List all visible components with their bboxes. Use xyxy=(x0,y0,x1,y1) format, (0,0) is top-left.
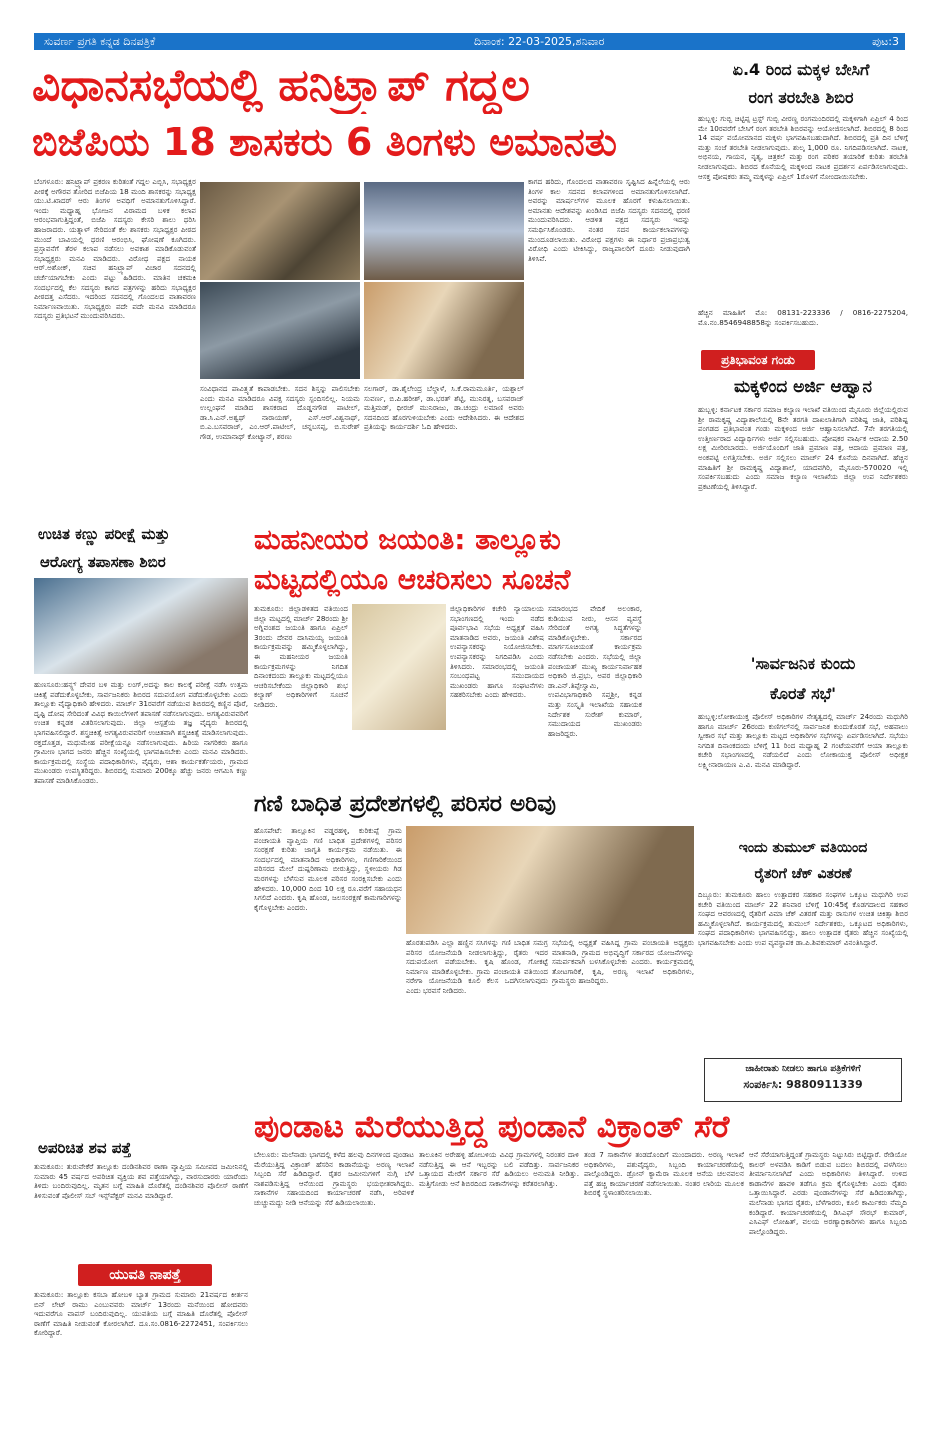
lead-col3: ಸಲಗಾರ್, ಡಾ.ಶೈಲೇಂದ್ರ ಬೆಲ್ದಾಳೆ, ಸಿ.ಕೆ.ರಾಮಮೂರ್ತಿ, ಯಶ್ಪಾಲ್ ಸುವರ್ಣ, ಬಿ.ಪಿ.ಹರೀಶ್, ಡಾ.ಭರತ್ ಶೆಟ್ಟಿ, ಮುನಿರತ್ನ, ಬಸವರಾಜ್ ಮತ್ತಿಮಡ್, ಧೀರಜ್ ಮುನಿರಾಜು, ಡಾ.ಚಂದ್ರು ಲಮಾಣಿ ಅವರು ಸದನದಿಂದ ಹೊರಗುಳಿಯಬೇಕು ಎಂದು ಆದೇಶಿಸಿದರು. ಈ ಆದೇಶದ ಪ್ರತಿಯನ್ನು ಕಾರ್ಯದರ್ಶಿ ಓದಿ ಹೇಳಿದರು. xyxy=(364,384,524,432)
issue-date: ದಿನಾಂಕ: 22-03-2025,ಶನಿವಾರ xyxy=(474,35,605,48)
summer-camp-headline-1: ಏ.4 ರಿಂದ ಮಕ್ಕಳ ಬೇಸಿಗೆ xyxy=(732,60,870,79)
lead-headline-2: ಬಿಜೆಪಿಯ 18 ಶಾಸಕರು 6 ತಿಂಗಳು ಅಮಾನತು xyxy=(32,120,618,164)
assembly-photo-4 xyxy=(364,282,524,379)
meeting-headline-1: 'ಸಾರ್ವಜನಿಕ ಕುಂದು xyxy=(750,654,856,673)
jayanti-col1: ತುಮಕೂರು: ಜಿಲ್ಲಾಡಳಿತದ ವತಿಯಿಂದ ಜಿಲ್ಲಾ ಮಟ್ಟದಲ್ಲಿ ಮಾರ್ಚ್ 28ರಂದು ಶ್ರೀ ಅಗ್ನಿವಂಶದ ಜಯಂತಿ ಹಾಗೂ ಏಪ್ರಿಲ್ 3ರಂದು ದೇವರ ದಾಸಿಮಯ್ಯ ಜಯಂತಿ ಕಾರ್ಯಕ್ರಮವನ್ನು ಹಮ್ಮಿಕೊಳ್ಳಲಾಗಿದ್ದು, ಈ ಮಹನೀಯರ ಜಯಂತಿ ಕಾರ್ಯಕ್ರಮಗಳನ್ನು ನಿಗದಿತ ದಿನಾಂಕದಂದು ತಾಲ್ಲೂಕು ಮಟ್ಟದಲ್ಲಿಯೂ ಆಚರಿಸಬೇಕೆಂದು ಜಿಲ್ಲಾಧಿಕಾರಿ ಶುಭ ಕಲ್ಯಾಣ್ ಅಧಿಕಾರಿಗಳಿಗೆ ಸೂಚನೆ ನೀಡಿದರು. xyxy=(254,604,348,709)
jayanti-col3: ಸಮಾರಂಭದ ವೇದಿಕೆ ಅಲಂಕಾರ, ಕುಡಿಯುವ ನೀರು, ಆಸನ ವ್ಯವಸ್ಥೆ ಸೇರಿದಂತೆ ಅಗತ್ಯ ಸಿದ್ಧತೆಗಳನ್ನು ಮಾಡಿಕೊಳ್ಳಬೇಕು. ಸರ್ಕಾರದ ಮಾರ್ಗಸೂಚಿಯಂತೆ ಕಾರ್ಯಕ್ರಮ ನಡೆಸಬೇಕು ಎಂದರು. ಸಭೆಯಲ್ಲಿ ಜಿಲ್ಲಾ ಪಂಚಾಯತ್ ಮುಖ್ಯ ಕಾರ್ಯನಿರ್ವಾಹಕ ಅಧಿಕಾರಿ ಜಿ.ಪ್ರಭು, ಅಪರ ಜಿಲ್ಲಾಧಿಕಾರಿ ಡಾ.ಎನ್.ತಿಪ್ಪೇಸ್ವಾಮಿ, ಉಪವಿಭಾಗಾಧಿಕಾರಿ ಸಪ್ತಶ್ರೀ, ಕನ್ನಡ ಮತ್ತು ಸಂಸ್ಕೃತಿ ಇಲಾಖೆಯ ಸಹಾಯಕ ನಿರ್ದೇಶಕ ಸುರೇಶ್ ಕುಮಾರ್, ಸಮುದಾಯದ ಮುಖಂಡರು ಹಾಜರಿದ್ದರು. xyxy=(548,604,642,738)
awareness-headline: ಗಣಿ ಬಾಧಿತ ಪ್ರದೇಶಗಳಲ್ಲಿ ಪರಿಸರ ಅರಿವು xyxy=(254,791,557,817)
awareness-photo xyxy=(406,826,694,934)
page-number: ಪುಟ:3 xyxy=(872,35,899,48)
lead-col1: ಬೆಂಗಳೂರು: ಹನಿಟ್ರ್ಯಾಪ್ ಪ್ರಕರಣ ಕುರಿತಂತೆ ಗದ್ದಲ ಎಬ್ಬಿಸಿ, ಸಭಾಧ್ಯಕ್ಷರ ಪೀಠಕ್ಕೆ ಅಗೌರವ ತೋರಿದ ಬಿಜೆಪಿಯ 18 ಮಂದಿ ಶಾಸಕರನ್ನು ಸಭಾಧ್ಯಕ್ಷ ಯು.ಟಿ.ಖಾದರ್ ಆರು ತಿಂಗಳ ಅವಧಿಗೆ ಅಮಾನತುಗೊಳಿಸಿದ್ದಾರೆ. ಇಂದು ಮಧ್ಯಾಹ್ನ ಭೋಜನ ವಿರಾಮದ ಬಳಿಕ ಕಲಾಪ ಆರಂಭವಾಗುತ್ತಿದ್ದಂತೆ, ಬಿಜೆಪಿ ಸದಸ್ಯರು ಕೇಸರಿ ಶಾಲು ಧರಿಸಿ ಹಾಜರಾದರು. ಯತ್ನಾಳ್ ಸೇರಿದಂತೆ ಕೆಲ ಶಾಸಕರು ಸಭಾಧ್ಯಕ್ಷರ ಪೀಠದ ಮುಂದೆ ಬಾವಿಯಲ್ಲಿ ಧರಣಿ ಆರಂಭಿಸಿ, ಘೋಷಣೆ ಕೂಗಿದರು. ಪ್ರಸ್ತಾವನೆಗೆ ತೆರಳ ಕಲಾಪ ನಡೆಸಲು ಅವಕಾಶ ಮಾಡಿಕೊಡುವಂತೆ ಸಭಾಧ್ಯಕ್ಷರು ಮನವಿ ಮಾಡಿದರು. ವಿರೋಧ ಪಕ್ಷದ ನಾಯಕ ಆರ್.ಅಶೋಕ್, ಸಚಿವ ಹನಿಟ್ರ್ಯಾಪ್ ವಿಚಾರ ಸದನದಲ್ಲಿ ಚರ್ಚೆಯಾಗಬೇಕು ಎಂದು ಪಟ್ಟು ಹಿಡಿದರು. ಮಾತಿನ ಚಕಮಕಿ ಸಂದರ್ಭದಲ್ಲಿ ಕೆಲ ಸದಸ್ಯರು ಕಾಗದ ಪತ್ರಗಳನ್ನು ಹರಿದು ಸಭಾಧ್ಯಕ್ಷರ ಪೀಠದತ್ತ ಎಸೆದರು. ಇದರಿಂದ ಸದನದಲ್ಲಿ ಗೊಂದಲದ ವಾತಾವರಣ ನಿರ್ಮಾಣವಾಯಿತು. ಸಭಾಧ್ಯಕ್ಷರು ಪದೇ ಪದೇ ಮನವಿ ಮಾಡಿದರೂ ಸದಸ್ಯರು ಪ್ರತಿಭಟನೆ ಮುಂದುವರಿಸಿದರು. xyxy=(34,177,196,321)
unknown-body-headline: ಅಪರಿಚಿತ ಶವ ಪತ್ತೆ xyxy=(38,1139,132,1157)
paper-name: ಸುವರ್ಣ ಪ್ರಗತಿ ಕನ್ನಡ ದಿನಪತ್ರಿಕೆ xyxy=(44,35,156,48)
assembly-photo-1 xyxy=(200,182,360,280)
contact-value: 08131-223336 / 0816-2275204, ಮೊ.ನಂ.8546948858ನ್ನು ಸಂಪರ್ಕಿಸಬಹುದು. xyxy=(698,308,908,327)
elephant-col4: ಆನೆ ಸೆರೆಯಾಗುತ್ತಿದ್ದಂತೆ ಗ್ರಾಮಸ್ಥರು ನಿಟ್ಟುಸಿರು ಬಿಟ್ಟಿದ್ದಾರೆ. ರೇಡಿಯೋ ಕಾಲರ್ ಅಳವಡಿಸಿ ಕಾಡಿಗೆ ಬಿಡುವ ಬದಲು ಶಿಬಿರದಲ್ಲಿ ಪಳಗಿಸಲು ತೀರ್ಮಾನಿಸಲಾಗಿದೆ ಎಂದು ಅಧಿಕಾರಿಗಳು ತಿಳಿಸಿದ್ದಾರೆ. ಉಳಿದ ಕಾಡಾನೆಗಳ ಹಾವಳಿ ತಡೆಗೂ ಕ್ರಮ ಕೈಗೊಳ್ಳಬೇಕು ಎಂದು ರೈತರು ಒತ್ತಾಯಿಸಿದ್ದಾರೆ. ಎರಡು ಪುಂಡಾನೆಗಳನ್ನು ಸೆರೆ ಹಿಡಿದಂತಾಗಿದ್ದು, ಮಲೆನಾಡು ಭಾಗದ ರೈತರು, ಬೆಳೆಗಾರರು, ಕೂಲಿ ಕಾರ್ಮಿಕರು ನೆಮ್ಮದಿ ಕಂಡಿದ್ದಾರೆ. ಕಾರ್ಯಾಚರಣೆಯಲ್ಲಿ ಡಿಸಿಎಫ್ ಸೌರಭ್ ಕುಮಾರ್, ಎಸಿಎಫ್ ಲೋಹಿತ್, ವಲಯ ಅರಣ್ಯಾಧಿಕಾರಿಗಳು ಹಾಗೂ ಸಿಬ್ಬಂದಿ ಪಾಲ್ಗೊಂಡಿದ್ದರು. xyxy=(749,1150,907,1236)
jayanti-headline-1: ಮಹನೀಯರ ಜಯಂತಿ: ತಾಲ್ಲೂಕು xyxy=(254,523,561,556)
awards-body: ಹುಬ್ಬಳ್ಳಿ: ಕರ್ನಾಟಕ ಸರ್ಕಾರ ಸಮಾಜ ಕಲ್ಯಾಣ ಇಲಾಖೆ ವತಿಯಿಂದ ಮೈಸೂರು ಜಿಲ್ಲೆಯಲ್ಲಿರುವ ಶ್ರೀ ರಾಮಕೃಷ್ಣ ವಿದ್ಯಾಶಾಲೆಯಲ್ಲಿ 8ನೇ ತರಗತಿ ದಾಖಲಾತಿಗಾಗಿ ಪರಿಶಿಷ್ಟ ಜಾತಿ, ಪರಿಶಿಷ್ಟ ಪಂಗಡದ ಪ್ರತಿಭಾವಂತ ಗಂಡು ಮಕ್ಕಳಿಂದ ಅರ್ಜಿ ಆಹ್ವಾನಿಸಲಾಗಿದೆ. 7ನೇ ತರಗತಿಯಲ್ಲಿ ಉತ್ತೀರ್ಣರಾದ ವಿದ್ಯಾರ್ಥಿಗಳು ಅರ್ಜಿ ಸಲ್ಲಿಸಬಹುದು. ಪೋಷಕರ ವಾರ್ಷಿಕ ಆದಾಯ 2.50 ಲಕ್ಷ ಮೀರಿರಬಾರದು. ಅರ್ಜಿಯೊಂದಿಗೆ ಜಾತಿ ಪ್ರಮಾಣ ಪತ್ರ, ಆದಾಯ ಪ್ರಮಾಣ ಪತ್ರ, ಅಂಕಪಟ್ಟಿ ಲಗತ್ತಿಸಬೇಕು. ಅರ್ಜಿ ಸಲ್ಲಿಸಲು ಮಾರ್ಚ್ 24 ಕೊನೆಯ ದಿನವಾಗಿದೆ. ಹೆಚ್ಚಿನ ಮಾಹಿತಿಗೆ ಶ್ರೀ ರಾಮಕೃಷ್ಣ ವಿದ್ಯಾಶಾಲೆ, ಯಾದವಗಿರಿ, ಮೈಸೂರು-570020 ಇಲ್ಲಿ ಸಂಪರ್ಕಿಸಬಹುದು ಎಂದು ಸಮಾಜ ಕಲ್ಯಾಣ ಇಲಾಖೆಯ ಜಿಲ್ಲಾ ಉಪ ನಿರ್ದೇಶಕರು ಪ್ರಕಟಣೆಯಲ್ಲಿ ತಿಳಿಸಿದ್ದಾರೆ. xyxy=(698,405,908,491)
cheque-headline-2: ರೈತರಿಗೆ ಚೆಕ್ ವಿತರಣೆ xyxy=(754,866,852,882)
elephant-col5 xyxy=(749,1380,907,1381)
ad-contact xyxy=(705,1078,901,1092)
cheque-body: ದಿಬ್ಬೂರು: ತುಮಕೂರು ಹಾಲು ಉತ್ಪಾದಕರ ಸಹಕಾರ ಸಂಘಗಳ ಒಕ್ಕೂಟ ಮಧುಗಿರಿ ಉಪ ಕಚೇರಿ ವತಿಯಿಂದ ಮಾರ್ಚ್ 22 ಶನಿವಾರ ಬೆಳಿಗ್ಗೆ 10:45ಕ್ಕೆ ಕೊಡಗದಾಲದ ಸಹಕಾರ ಸಂಘದ ಆವರಣದಲ್ಲಿ ರೈತರಿಗೆ ವಿಮಾ ಚೆಕ್ ವಿತರಣೆ ಮತ್ತು ರಾಸುಗಳ ಉಚಿತ ಚಿಕಿತ್ಸಾ ಶಿಬಿರ ಹಮ್ಮಿಕೊಳ್ಳಲಾಗಿದೆ. ಕಾರ್ಯಕ್ರಮದಲ್ಲಿ ತುಮುಲ್ ನಿರ್ದೇಶಕರು, ಒಕ್ಕೂಟದ ಅಧಿಕಾರಿಗಳು, ಸಂಘದ ಪದಾಧಿಕಾರಿಗಳು ಭಾಗವಹಿಸಲಿದ್ದು, ಹಾಲು ಉತ್ಪಾದಕ ರೈತರು ಹೆಚ್ಚಿನ ಸಂಖ್ಯೆಯಲ್ಲಿ ಭಾಗವಹಿಸಬೇಕು ಎಂದು ಉಪ ವ್ಯವಸ್ಥಾಪಕ ಡಾ.ಪಿ.ಶಿವಕುಮಾರ್ ವಿನಂತಿಸಿದ್ದಾರೆ. xyxy=(698,890,908,947)
elephant-col3: ತಂಡ 7 ಸಾಕಾನೆಗಳ ತಂಡದೊಂದಿಗೆ ಮುಂದಾದರು. ಅರಣ್ಯ ಇಲಾಖೆ ಅಧಿಕಾರಿಗಳು, ಪಶುವೈದ್ಯರು, ಸಿಬ್ಬಂದಿ ಕಾರ್ಯಾಚರಣೆಯಲ್ಲಿ ಪಾಲ್ಗೊಂಡಿದ್ದರು. ಡ್ರೋನ್ ಕ್ಯಾಮೆರಾ ಮೂಲಕ ಆನೆಯ ಚಲನವಲನ ಪತ್ತೆ ಹಚ್ಚಿ ಕಾರ್ಯಾಚರಣೆ ನಡೆಸಲಾಯಿತು. ನಂತರ ಲಾರಿಯ ಮೂಲಕ ಶಿಬಿರಕ್ಕೆ ಸ್ಥಳಾಂತರಿಸಲಾಯಿತು. xyxy=(584,1150,744,1198)
meeting-body: ಹುಬ್ಬಳ್ಳಿ:ಲೋಕಾಯುಕ್ತ ಪೊಲೀಸ್ ಅಧಿಕಾರಿಗಳ ನೇತೃತ್ವದಲ್ಲಿ ಮಾರ್ಚ್ 24ರಂದು ಮಧುಗಿರಿ ಹಾಗೂ ಮಾರ್ಚ್ 26ರಂದು ಕುಣಿಗಲ್‌ನಲ್ಲಿ ಸಾರ್ವಜನಿಕ ಕುಂದುಕೊರತೆ ಸಭೆ, ಅಹವಾಲು ಸ್ವೀಕಾರ ಸಭೆ ಮತ್ತು ತಾಲ್ಲೂಕು ಮಟ್ಟದ ಅಧಿಕಾರಿಗಳ ಸಭೆಗಳನ್ನು ಏರ್ಪಡಿಸಲಾಗಿದೆ. ಸಭೆಯು ನಿಗದಿತ ದಿನಾಂಕದಂದು ಬೆಳಿಗ್ಗೆ 11 ರಿಂದ ಮಧ್ಯಾಹ್ನ 2 ಗಂಟೆಯವರೆಗೆ ಆಯಾ ತಾಲ್ಲೂಕು ಕಚೇರಿ ಸಭಾಂಗಣದಲ್ಲಿ ನಡೆಯಲಿದೆ ಎಂದು ಲೋಕಾಯುಕ್ತ ಪೊಲೀಸ್ ಅಧೀಕ್ಷಕ ಲಕ್ಷ್ಮೀನಾರಾಯಣ ಎ.ವಿ. ಮನವಿ ಮಾಡಿದ್ದಾರೆ. xyxy=(698,712,908,769)
awards-tag: ಪ್ರತಿಭಾವಂತ ಗಂಡು xyxy=(701,350,815,370)
ad-line1: ಜಾಹೀರಾತು ನೀಡಲು ಹಾಗೂ ಪತ್ರಿಕೆಗಳಿಗೆ xyxy=(745,1064,861,1074)
jayanti-headline-2: ಮಟ್ಟದಲ್ಲಿಯೂ ಆಚರಿಸಲು ಸೂಚನೆ xyxy=(254,563,571,596)
collector-photo xyxy=(352,604,446,730)
eye-camp-headline-1: ಉಚಿತ ಕಣ್ಣು ಪರೀಕ್ಷೆ ಮತ್ತು xyxy=(38,525,170,543)
advertise-box xyxy=(704,1058,902,1102)
masthead-bar xyxy=(34,33,905,50)
cheque-headline-1: ಇಂದು ತುಮುಲ್ ವತಿಯಿಂದ xyxy=(738,840,868,856)
summer-camp-headline-2: ರಂಗ ತರಬೇತಿ ಶಿಬಿರ xyxy=(748,88,854,107)
awareness-col1: ಹೊಸಪೇಟೆ: ತಾಲ್ಲೂಕಿನ ವಡ್ಡರಹಳ್ಳಿ, ಕುರಿಕುಪ್ಪೆ ಗ್ರಾಮ ಪಂಚಾಯತಿ ವ್ಯಾಪ್ತಿಯ ಗಣಿ ಬಾಧಿತ ಪ್ರದೇಶಗಳಲ್ಲಿ ಪರಿಸರ ಸಂರಕ್ಷಣೆ ಕುರಿತು ಜಾಗೃತಿ ಕಾರ್ಯಕ್ರಮ ನಡೆಯಿತು. ಈ ಸಂದರ್ಭದಲ್ಲಿ ಮಾತನಾಡಿದ ಅಧಿಕಾರಿಗಳು, ಗಣಿಗಾರಿಕೆಯಿಂದ ಪರಿಸರದ ಮೇಲೆ ದುಷ್ಪರಿಣಾಮ ಬೀರುತ್ತಿದ್ದು, ಸ್ಥಳೀಯರು ಗಿಡ ಮರಗಳನ್ನು ಬೆಳೆಸುವ ಮೂಲಕ ಪರಿಸರ ಸಂರಕ್ಷಿಸಬೇಕು ಎಂದು ಹೇಳಿದರು. 10,000 ದಿಂದ 10 ಲಕ್ಷ ರೂ.ವರೆಗೆ ಸಹಾಯಧನ ಸಿಗಲಿದೆ ಎಂದರು. ಕೃಷಿ ಹೊಂಡ, ಜಲಸಂರಕ್ಷಣೆ ಕಾಮಗಾರಿಗಳನ್ನು ಕೈಗೊಳ್ಳಬೇಕು ಎಂದರು. xyxy=(254,826,402,912)
contact-label: ಹೆಚ್ಚಿನ ಮಾಹಿತಿಗೆ ಮೊ: xyxy=(698,308,768,317)
unknown-body-text: ತುಮಕೂರು: ತುರುವೇಕೆರೆ ತಾಲ್ಲೂಕು ದಂಡಿನಶಿವರ ಠಾಣಾ ವ್ಯಾಪ್ತಿಯ ಸಮೀಪದ ಜಮೀನಿನಲ್ಲಿ ಸುಮಾರು 45 ವರ್ಷದ ಅಪರಿಚಿತ ವ್ಯಕ್ತಿಯ ಶವ ಪತ್ತೆಯಾಗಿದ್ದು, ವಾರಸುದಾರರು ಯಾರೆಂದು ತಿಳಿದು ಬಂದಿರುವುದಿಲ್ಲ. ಮೃತನ ಬಗ್ಗೆ ಮಾಹಿತಿ ದೊರೆತಲ್ಲಿ ದಂಡಿನಶಿವರ ಪೊಲೀಸ್ ಠಾಣೆಗೆ ತಿಳಿಸುವಂತೆ ಪೊಲೀಸ್ ಸಬ್ ಇನ್ಸ್‌ಪೆಕ್ಟರ್ ಮನವಿ ಮಾಡಿದ್ದಾರೆ. xyxy=(34,1162,248,1200)
lead-headline-1: ವಿಧಾನಸಭೆಯಲ್ಲಿ ಹನಿಟ್ರ್ಯಾಪ್ ಗದ್ದಲ xyxy=(32,60,530,111)
ad-phone: 9880911339 xyxy=(786,1078,863,1091)
assembly-photo-2 xyxy=(364,182,524,280)
jayanti-col2: ಜಿಲ್ಲಾಧಿಕಾರಿಗಳ ಕಚೇರಿ ನ್ಯಾಯಾಲಯ ಸಭಾಂಗಣದಲ್ಲಿ ಇಂದು ನಡೆದ ಪೂರ್ವಭಾವಿ ಸಭೆಯ ಅಧ್ಯಕ್ಷತೆ ವಹಿಸಿ ಮಾತನಾಡಿದ ಅವರು, ಜಯಂತಿ ವಿಶೇಷ ಉಪನ್ಯಾಸಕರನ್ನು ನಿಯೋಜಿಸಬೇಕು. ಉಪನ್ಯಾಸಕರನ್ನು ನಿಗದಿಪಡಿಸಿ ಎಂದು ತಿಳಿಸಿದರು. ಸಮಾರಂಭದಲ್ಲಿ ಜಯಂತಿ ಸಂಬಂಧಪಟ್ಟ ಸಮುದಾಯದ ಮುಖಂಡರು ಹಾಗೂ ಸಂಘಟನೆಗಳು ಸಹಕರಿಸಬೇಕು ಎಂದು ಹೇಳಿದರು. xyxy=(450,604,544,700)
assembly-photo-3 xyxy=(200,282,360,379)
ad-label: ಸಂಪರ್ಕಿಸಿ: xyxy=(743,1078,783,1091)
missing-headline: ಯುವತಿ ನಾಪತ್ತೆ xyxy=(78,1264,212,1286)
elephant-col5-text: ಎರಡು ಪುಂಡಾನೆಗಳನ್ನು ಸೆರೆ ಹಿಡಿದಂತಾಗಿದ್ದು, ಮಲೆನಾಡು ಭಾಗದ ರೈತರು, ಬೆಳೆಗಾರರು, ಕೂಲಿ ಕಾರ್ಮಿಕರು ನೆಮ್ಮದಿ ಕಂಡಿದ್ದಾರೆ. ಕಾರ್ಯಾಚರಣೆಯಲ್ಲಿ ಡಿಸಿಎಫ್ ಸೌರಭ್ ಕುಮಾರ್, ಎಸಿಎಫ್ ಲೋಹಿತ್, ವಲಯ ಅರಣ್ಯಾಧಿಕಾರಿಗಳು ಹಾಗೂ ಸಿಬ್ಬಂದಿ ಪಾಲ್ಗೊಂಡಿದ್ದರು. xyxy=(749,1188,907,1236)
awareness-col3: ಸಭೆಯಲ್ಲಿ ಅಧ್ಯಕ್ಷತೆ ವಹಿಸಿದ್ದ ಗ್ರಾಮ ಪಂಚಾಯತಿ ಅಧ್ಯಕ್ಷರು ಮಾತನಾಡಿ, ಗ್ರಾಮದ ಅಭಿವೃದ್ಧಿಗೆ ಸರ್ಕಾರದ ಯೋಜನೆಗಳನ್ನು ಸಮರ್ಪಕವಾಗಿ ಬಳಸಿಕೊಳ್ಳಬೇಕು ಎಂದರು. ಕಾರ್ಯಕ್ರಮದಲ್ಲಿ ತೋಟಗಾರಿಕೆ, ಕೃಷಿ, ಅರಣ್ಯ ಇಲಾಖೆ ಅಧಿಕಾರಿಗಳು, ಗ್ರಾಮಸ್ಥರು ಹಾಜರಿದ್ದರು. xyxy=(552,938,694,986)
eye-camp-headline-2: ಆರೋಗ್ಯ ತಪಾಸಣಾ ಶಿಬಿರ xyxy=(40,553,166,571)
awards-headline: ಮಕ್ಕಳಿಂದ ಅರ್ಜಿ ಆಹ್ವಾನ xyxy=(734,377,872,397)
elephant-col1: ಬೇಲೂರು: ಮಲೆನಾಡು ಭಾಗದಲ್ಲಿ ಕಳೆದ ಹಲವು ದಿನಗಳಿಂದ ಪುಂಡಾಟ ಮೆರೆಯುತ್ತಿದ್ದ ವಿಕ್ರಾಂತ್ ಹೆಸರಿನ ಕಾಡಾನೆಯನ್ನು ಅರಣ್ಯ ಇಲಾಖೆ ಸಿಬ್ಬಂದಿ ಸೆರೆ ಹಿಡಿದಿದ್ದಾರೆ. ರೈತರ ಜಮೀನುಗಳಿಗೆ ನುಗ್ಗಿ ಬೆಳೆ ನಾಶಪಡಿಸುತ್ತಿದ್ದ ಆನೆಯಿಂದ ಗ್ರಾಮಸ್ಥರು ಭಯಭೀತರಾಗಿದ್ದರು. ಸಾಕಾನೆಗಳ ಸಹಾಯದಿಂದ ಕಾರ್ಯಾಚರಣೆ ನಡೆಸಿ, ಅರಿವಳಿಕೆ ಚುಚ್ಚುಮದ್ದು ನೀಡಿ ಆನೆಯನ್ನು ಸೆರೆ ಹಿಡಿಯಲಾಯಿತು. xyxy=(254,1150,414,1207)
lead-col4: ಕಾಗದ ಹರಿದು, ಗೊಂದಲದ ವಾತಾವರಣ ಸೃಷ್ಟಿಸಿದ ಹಿನ್ನೆಲೆಯಲ್ಲಿ ಆರು ತಿಂಗಳ ಕಾಲ ಸದನದ ಕಲಾಪಗಳಿಂದ ಅಮಾನತುಗೊಳಿಸಲಾಗಿದೆ. ಅವರನ್ನು ಮಾರ್ಷಲ್‌ಗಳ ಮೂಲಕ ಹೊರಗೆ ಕಳುಹಿಸಲಾಯಿತು. ಅಮಾನತು ಆದೇಶವನ್ನು ಖಂಡಿಸಿದ ಬಿಜೆಪಿ ಸದಸ್ಯರು ಸದನದಲ್ಲಿ ಧರಣಿ ಮುಂದುವರಿಸಿದರು. ಆಡಳಿತ ಪಕ್ಷದ ಸದಸ್ಯರು ಇದನ್ನು ಸಮರ್ಥಿಸಿಕೊಂಡರು. ನಂತರ ಸದನ ಕಾರ್ಯಕಲಾಪಗಳನ್ನು ಮುಂದೂಡಲಾಯಿತು. ವಿರೋಧ ಪಕ್ಷಗಳು ಈ ನಿರ್ಧಾರ ಪ್ರಜಾಪ್ರಭುತ್ವ ವಿರೋಧಿ ಎಂದು ಟೀಕಿಸಿದ್ದು, ರಾಜ್ಯಪಾಲರಿಗೆ ದೂರು ನೀಡುವುದಾಗಿ ತಿಳಿಸಿವೆ. xyxy=(528,177,690,263)
summer-camp-contact xyxy=(698,308,908,344)
meeting-headline-2: ಕೊರತೆ ಸಭೆ' xyxy=(769,684,837,703)
missing-body: ತುಮಕೂರು: ತಾಲ್ಲೂಕು ಕಸಬಾ ಹೋಬಳಿ ಬ್ಯಾತ ಗ್ರಾಮದ ಸುಮಾರು 21ವರ್ಷದ ಕೀರ್ತನ ಬಿನ್ ಲೇಟ್ ರಾಮು ಎಂಬುವವರು ಮಾರ್ಚ್ 13ರಂದು ಮನೆಯಿಂದ ಹೋದವರು ಇದುವರೆಗೂ ವಾಪಸ್ ಬಂದಿರುವುದಿಲ್ಲ. ಯುವತಿಯ ಬಗ್ಗೆ ಮಾಹಿತಿ ದೊರೆತಲ್ಲಿ ಪೊಲೀಸ್ ಠಾಣೆಗೆ ಮಾಹಿತಿ ನೀಡುವಂತೆ ಕೋರಲಾಗಿದೆ. ದೂ.ಸಂ.0816-2272451, ಸಂಪರ್ಕಿಸಲು ಕೋರಿದ್ದಾರೆ. xyxy=(34,1290,248,1338)
elephant-col2: ತಾಲೂಕಿನ ಅರೇಹಳ್ಳಿ ಹೋಬಳಿಯ ವಿವಿಧ ಗ್ರಾಮಗಳಲ್ಲಿ ನಿರಂತರ ದಾಳಿ ನಡೆಸುತ್ತಿದ್ದ ಈ ಆನೆ ಇಬ್ಬರನ್ನು ಬಲಿ ಪಡೆದಿತ್ತು. ಸಾರ್ವಜನಿಕರ ಒತ್ತಾಯದ ಮೇರೆಗೆ ಸರ್ಕಾರ ಸೆರೆ ಹಿಡಿಯಲು ಅನುಮತಿ ನೀಡಿತ್ತು. ಮತ್ತಿಗೋಡು ಆನೆ ಶಿಬಿರದಿಂದ ಸಾಕಾನೆಗಳನ್ನು ಕರೆತರಲಾಗಿತ್ತು. xyxy=(419,1150,579,1188)
jayanti-col1b xyxy=(352,734,446,780)
lead-col2: ಸಂವಿಧಾನದ ಪಾವಿತ್ರ್ಯತೆ ಕಾಪಾಡಬೇಕು. ಸದನ ಶಿಸ್ತನ್ನು ಪಾಲಿಸಬೇಕು ಎಂದು ಮನವಿ ಮಾಡಿದರೂ ವಿಪಕ್ಷ ಸದಸ್ಯರು ಸ್ಪಂದಿಸಲಿಲ್ಲ. ನಿಯಮ ಉಲ್ಲಂಘನೆ ಮಾಡಿದ ಶಾಸಕರಾದ ದೊಡ್ಡನಗೌಡ ಪಾಟೀಲ್, ಡಾ.ಸಿ.ಎನ್.ಅಶ್ವಥ್ ನಾರಾಯಣ್, ಎಸ್.ಆರ್.ವಿಶ್ವನಾಥ್, ಬಿ.ಎ.ಬಸವರಾಜ್, ಎಂ.ಆರ್.ಪಾಟೀಲ್, ಚನ್ನಬಸಪ್ಪ, ಬಿ.ಸುರೇಶ್ ಗೌಡ, ಉಮಾನಾಥ್ ಕೋಟ್ಯಾನ್, ಶರಣು xyxy=(200,384,360,441)
summer-camp-body: ಹುಬ್ಬಳ್ಳಿ: ಗುಬ್ಬಿ ಚಿಟ್ಟಿಪ್ಪ ಟ್ರಸ್ಟ್ ಗುಬ್ಬಿ ವೀರಣ್ಣ ರಂಗಮಂದಿರದಲ್ಲಿ ಮಕ್ಕಳಿಗಾಗಿ ಏಪ್ರಿಲ್ 4 ರಿಂದ ಮೇ 10ರವರೆಗೆ ಬೇಸಿಗೆ ರಂಗ ತರಬೇತಿ ಶಿಬಿರವನ್ನು ಆಯೋಜಿಸಲಾಗಿದೆ. ಶಿಬಿರದಲ್ಲಿ 8 ರಿಂದ 14 ವರ್ಷ ವಯೋಮಾನದ ಮಕ್ಕಳು ಭಾಗವಹಿಸಬಹುದಾಗಿದೆ. ಶಿಬಿರದಲ್ಲಿ ಪ್ರತಿ ದಿನ ಬೆಳಿಗ್ಗೆ ಮತ್ತು ಸಂಜೆ ತರಬೇತಿ ನೀಡಲಾಗುವುದು. ಶುಲ್ಕ 1,000 ರೂ. ನಿಗದಿಪಡಿಸಲಾಗಿದೆ. ನಾಟಕ, ಅಭಿನಯ, ಗಾಯನ, ನೃತ್ಯ, ಚಿತ್ರಕಲೆ ಮತ್ತು ರಂಗ ಪರಿಕರ ತಯಾರಿಕೆ ಕುರಿತು ತರಬೇತಿ ನೀಡಲಾಗುವುದು. ಶಿಬಿರದ ಕೊನೆಯಲ್ಲಿ ಮಕ್ಕಳಿಂದ ನಾಟಕ ಪ್ರದರ್ಶನ ಏರ್ಪಡಿಸಲಾಗುವುದು. ಆಸಕ್ತ ಪೋಷಕರು ತಮ್ಮ ಮಕ್ಕಳನ್ನು ಏಪ್ರಿಲ್ 1ರೊಳಗೆ ನೋಂದಾಯಿಸಬೇಕು. xyxy=(698,114,908,181)
eye-camp-photo xyxy=(34,578,248,674)
awareness-col2: ಹೊರತುಪಡಿಸಿ ಎಲ್ಲಾ ಹಣ್ಣಿನ ಸಸಿಗಳನ್ನು ಗಣಿ ಬಾಧಿತ ಸಮಗ್ರ ಪರಿಸರ ಯೋಜನೆಯಡಿ ನೀಡಲಾಗುತ್ತಿದ್ದು, ರೈತರು ಇದರ ಸದುಪಯೋಗ ಪಡೆಯಬೇಕು. ಕೃಷಿ ಹೊಂಡ, ಗೋಕಟ್ಟೆ ನಿರ್ಮಾಣ ಮಾಡಿಕೊಳ್ಳಬೇಕು. ಗ್ರಾಮ ಪಂಚಾಯತಿ ವತಿಯಿಂದ ನರೇಗಾ ಯೋಜನೆಯಡಿ ಕೂಲಿ ಕೆಲಸ ಒದಗಿಸಲಾಗುವುದು ಎಂದು ಭರವಸೆ ನೀಡಿದರು. xyxy=(406,938,548,995)
eye-camp-body: ಹುಣಸೂರು:ಹನ್ಸ್ಜ್ ದೇವರ ಬಳಿ ಮತ್ತು ಲಂಗ್,ಅದನ್ನು ಕಾಲ ಕಾಲಕ್ಕೆ ಪರೀಕ್ಷೆ ನಡೆಸಿ ಉತ್ತಮ ಚಿಕಿತ್ಸೆ ಪಡೆದುಕೊಳ್ಳಬೇಕು, ಸಾರ್ವಜನಿಕರು ಶಿಬಿರದ ಸದುಪಯೋಗ ಪಡೆದುಕೊಳ್ಳಬೇಕು ಎಂದು ತಾಲ್ಲೂಕು ವೈದ್ಯಾಧಿಕಾರಿ ಹೇಳಿದರು. ಮಾರ್ಚ್ 31ರವರೆಗೆ ನಡೆಯುವ ಶಿಬಿರದಲ್ಲಿ ಕಣ್ಣಿನ ಪೊರೆ, ದೃಷ್ಟಿ ದೋಷ ಸೇರಿದಂತೆ ವಿವಿಧ ಕಾಯಿಲೆಗಳಿಗೆ ತಪಾಸಣೆ ನಡೆಸಲಾಗುವುದು. ಅಗತ್ಯವಿರುವವರಿಗೆ ಉಚಿತ ಕನ್ನಡಕ ವಿತರಿಸಲಾಗುವುದು. ಜಿಲ್ಲಾ ಆಸ್ಪತ್ರೆಯ ತಜ್ಞ ವೈದ್ಯರು ಶಿಬಿರದಲ್ಲಿ ಭಾಗವಹಿಸಲಿದ್ದಾರೆ. ಶಸ್ತ್ರಚಿಕಿತ್ಸೆ ಅಗತ್ಯವಿರುವವರಿಗೆ ಉಚಿತವಾಗಿ ಶಸ್ತ್ರಚಿಕಿತ್ಸೆ ಮಾಡಿಸಲಾಗುವುದು. ರಕ್ತದೊತ್ತಡ, ಮಧುಮೇಹ ಪರೀಕ್ಷೆಯನ್ನೂ ನಡೆಸಲಾಗುವುದು. ಹಿರಿಯ ನಾಗರಿಕರು ಹಾಗೂ ಗ್ರಾಮೀಣ ಭಾಗದ ಜನರು ಹೆಚ್ಚಿನ ಸಂಖ್ಯೆಯಲ್ಲಿ ಭಾಗವಹಿಸಬೇಕು ಎಂದು ಮನವಿ ಮಾಡಿದರು. ಕಾರ್ಯಕ್ರಮದಲ್ಲಿ ಸಂಸ್ಥೆಯ ಪದಾಧಿಕಾರಿಗಳು, ವೈದ್ಯರು, ಆಶಾ ಕಾರ್ಯಕರ್ತೆಯರು, ಗ್ರಾಮದ ಮುಖಂಡರು ಉಪಸ್ಥಿತರಿದ್ದರು. ಶಿಬಿರದಲ್ಲಿ ಸುಮಾರು 200ಕ್ಕೂ ಹೆಚ್ಚು ಜನರು ಆಗಮಿಸಿ ಕಣ್ಣು ತಪಾಸಣೆ ಮಾಡಿಸಿಕೊಂಡರು. xyxy=(34,680,248,785)
elephant-headline: ಪುಂಡಾಟ ಮೆರೆಯುತ್ತಿದ್ದ ಪುಂಡಾನೆ ವಿಕ್ರಾಂತ್ ಸೆರೆ xyxy=(254,1109,730,1145)
